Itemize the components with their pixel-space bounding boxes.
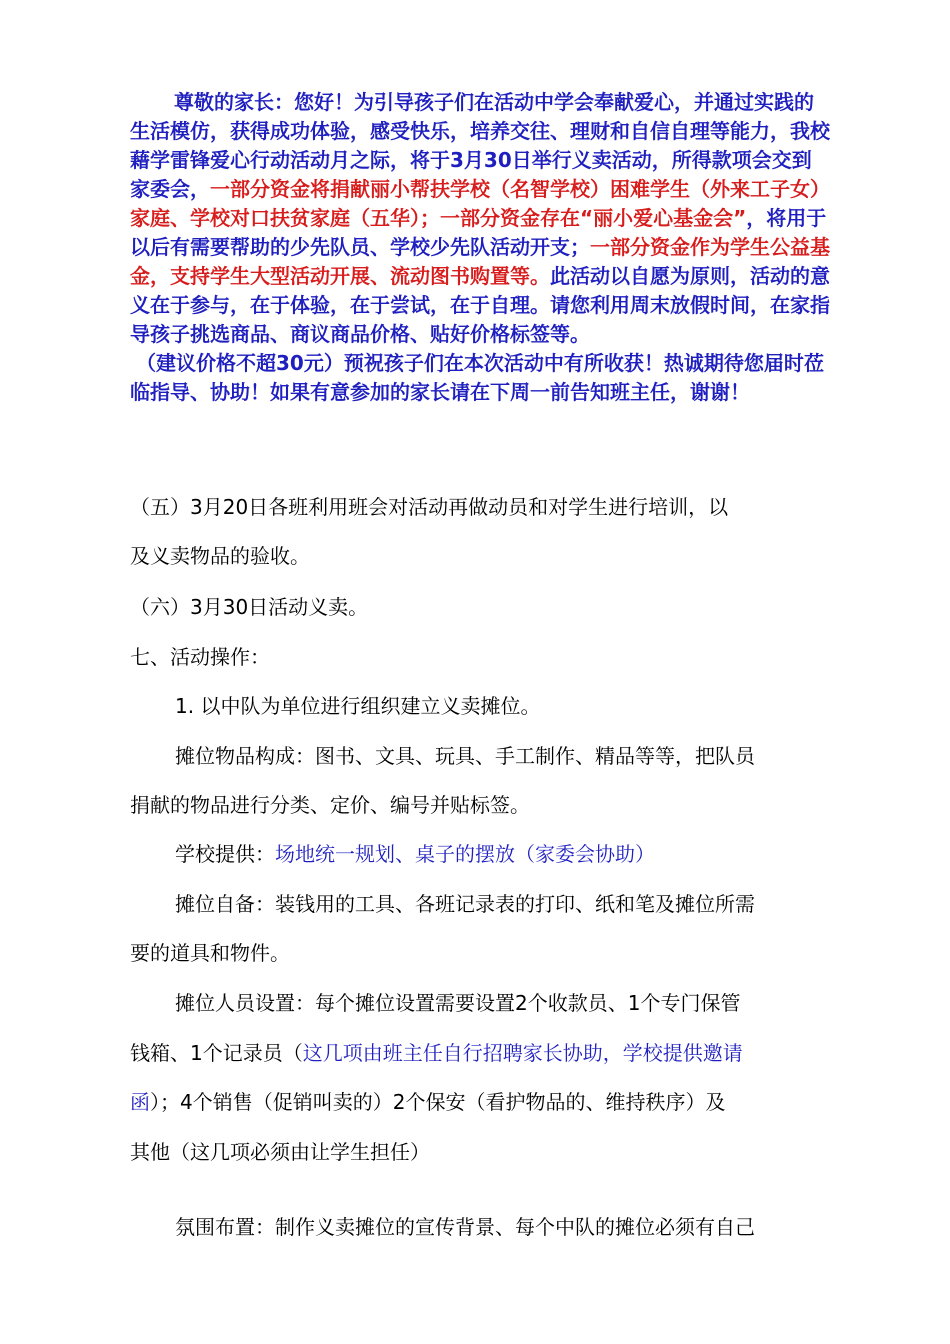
staff-note: 这几项由班主任自行招聘家长协助，学校提供邀请 (302, 1041, 743, 1065)
staff-line-3 (130, 1086, 725, 1115)
item-5-line-2: 及义卖物品的验收。 (130, 544, 310, 568)
item-5-line-1: （五）3月20日各班利用班会对活动再做动员和对学生进行培训，以 (130, 495, 729, 519)
school-provides-label: 学校提供： (175, 842, 275, 866)
staff-line-4: 其他（这几项必须由让学生担任） (130, 1140, 430, 1164)
self-prepared-line-2: 要的道具和物件。 (130, 941, 290, 965)
staff-text: 钱箱、1个记录员（ (130, 1041, 303, 1065)
school-provides-value: 场地统一规划、桌子的摆放（家委会协助） (275, 842, 655, 866)
goods-line-2: 捐献的物品进行分类、定价、编号并贴标签。 (130, 793, 530, 817)
letter-highlight: 一部分资金作为学生公益基金，支持学生大型活动开展、流动图书购置等。 (130, 235, 830, 288)
goods-line-1: 摊位物品构成：图书、文具、玩具、手工制作、精品等等，把队员 (175, 744, 755, 768)
letter-paragraph-2: （建议价格不超30元）预祝孩子们在本次活动中有所收获！热诚期待您届时莅临指导、协助！如果有意参加的家长请在下周一前告知班主任，谢谢！ (130, 351, 824, 404)
decoration-line-1: 氛围布置：制作义卖摊位的宣传背景、每个中队的摊位必须有自己 (175, 1215, 755, 1239)
letter-text: ，将用于以后有需要帮助的少先队员、学校少先队活动开支； (130, 206, 827, 259)
letter-highlight: 一部分资金将捐献丽小帮扶学校（名智学校）困难学生（外来工子女）家庭、学校对口扶贫家庭（五华）；一部分资金存在“丽小爱心基金会” (130, 177, 830, 230)
section-7-heading: 七、活动操作： (130, 645, 270, 669)
item-6: （六）3月30日活动义卖。 (130, 595, 369, 619)
staff-line-1: 摊位人员设置：每个摊位设置需要设置2个收款员、1个专门保管 (175, 991, 741, 1015)
self-prepared-line-1: 摊位自备：装钱用的工具、各班记录表的打印、纸和笔及摊位所需 (175, 892, 755, 916)
letter-paragraph-1 (130, 88, 830, 349)
staff-line-2 (130, 1037, 743, 1066)
operation-1: 1. 以中队为单位进行组织建立义卖摊位。 (175, 694, 541, 718)
letter-text: 尊敬的家长：您好！为引导孩子们在活动中学会奉献爱心，并通过实践的生活模仿，获得成功体验，感受快乐，培养交往、理财和自信自理等能力，我校藉学雷锋爱心行动活动月之际，将于3月30日举行义卖活动，所得款项会交到家委会， (130, 90, 830, 201)
letter-text: 此活动以自愿为原则，活动的意义在于参与，在于体验，在于尝试，在于自理。请您利用周末放假时间，在家指导孩子挑选商品、商议商品价格、贴好价格标签等。 (130, 264, 830, 346)
school-provides (175, 838, 655, 867)
staff-text: ）；4个销售（促销叫卖的）2个保安（看护物品的、维持秩序）及 (150, 1090, 726, 1114)
parent-letter (130, 88, 830, 407)
staff-note: 函 (130, 1090, 150, 1114)
